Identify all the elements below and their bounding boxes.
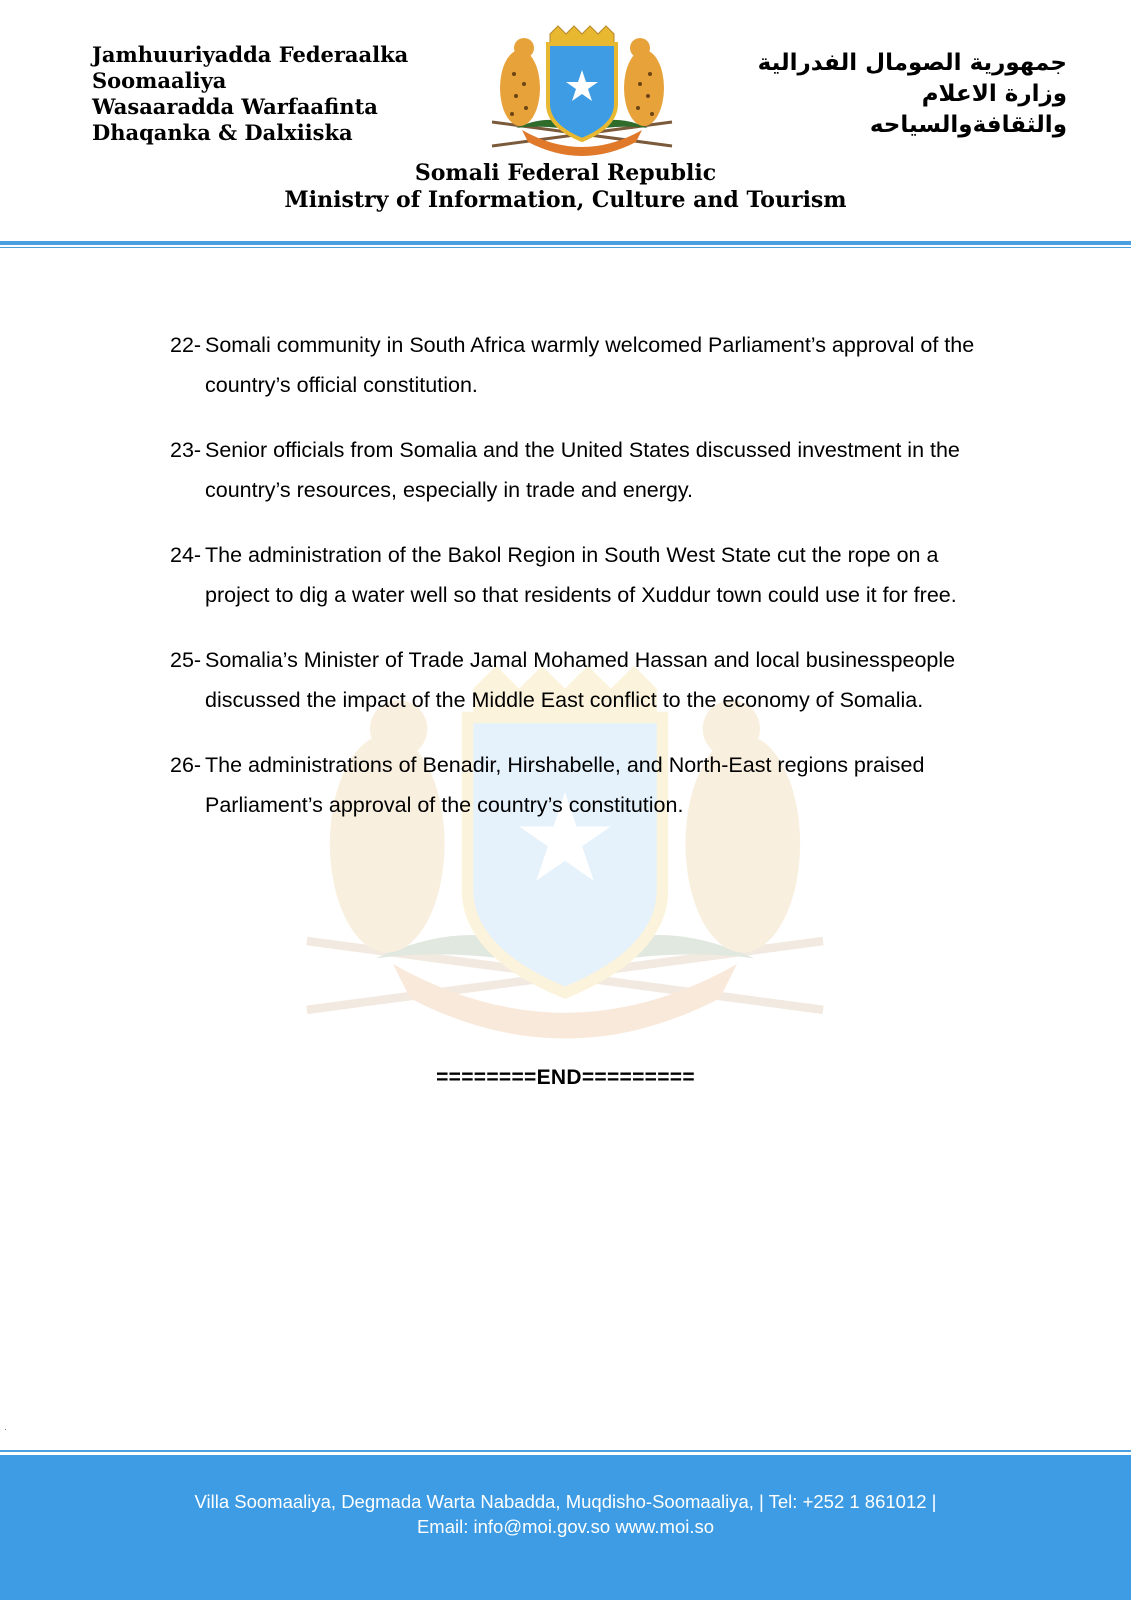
item-text: Senior officials from Somalia and the United States discussed investment in the country’s resources, especially in trade and energy. (205, 438, 960, 502)
item-text: The administrations of Benadir, Hirshabelle, and North-East regions praised Parliament’s approval of the country’s constitution. (205, 753, 925, 817)
stray-mark: . (4, 1422, 7, 1433)
news-list (170, 326, 990, 851)
news-item (170, 431, 990, 510)
item-number: 25- (170, 648, 202, 672)
arabic-header-line: وزارة الاعلام (921, 81, 1067, 107)
item-number: 26- (170, 753, 202, 777)
ministry-name: Ministry of Information, Culture and Tourism (284, 187, 847, 213)
arabic-ministry-header (758, 48, 1067, 141)
somali-header-line: Dhaqanka & Dalxiiska (92, 120, 353, 145)
item-text: The administration of the Bakol Region in South West State cut the rope on a project to dig a water well so that residents of Xuddur town could use it for free. (205, 543, 957, 607)
ministry-title (0, 160, 1131, 214)
end-marker: ========END========= (436, 1066, 695, 1089)
somali-ministry-header (92, 42, 408, 146)
item-number: 22- (170, 333, 202, 357)
news-item (170, 641, 990, 720)
republic-title: Somali Federal Republic (414, 160, 717, 186)
somali-header-line: Wasaaradda Warfaafinta (92, 94, 378, 119)
somali-header-line: Jamhuuriyadda Federaalka (92, 42, 409, 67)
somali-header-line: Soomaaliya (92, 68, 227, 93)
arabic-header-line: والثقافةوالسياحه (869, 112, 1067, 138)
footer-contact: Email: info@moi.gov.so www.moi.so (416, 1516, 715, 1537)
footer-divider (0, 1450, 1131, 1452)
item-text: Somali community in South Africa warmly welcomed Parliament’s approval of the country’s official constitution. (205, 333, 975, 397)
header-divider-thin (0, 247, 1131, 248)
coat-of-arms-icon (486, 24, 678, 160)
footer-address: Villa Soomaaliya, Degmada Warta Nabadda, Muqdisho-Soomaaliya, | Tel: +252 1 861012 | (194, 1491, 937, 1512)
footer (0, 1455, 1131, 1600)
arabic-header-line: جمهورية الصومال الفدرالية (757, 50, 1067, 76)
news-item (170, 746, 990, 825)
item-text: Somalia’s Minister of Trade Jamal Mohamed Hassan and local businesspeople discussed the impact of the Middle East conflict to the economy of Somalia. (205, 648, 956, 712)
item-number: 24- (170, 543, 202, 567)
news-item (170, 326, 990, 405)
news-item (170, 536, 990, 615)
item-number: 23- (170, 438, 202, 462)
header-divider (0, 241, 1131, 245)
